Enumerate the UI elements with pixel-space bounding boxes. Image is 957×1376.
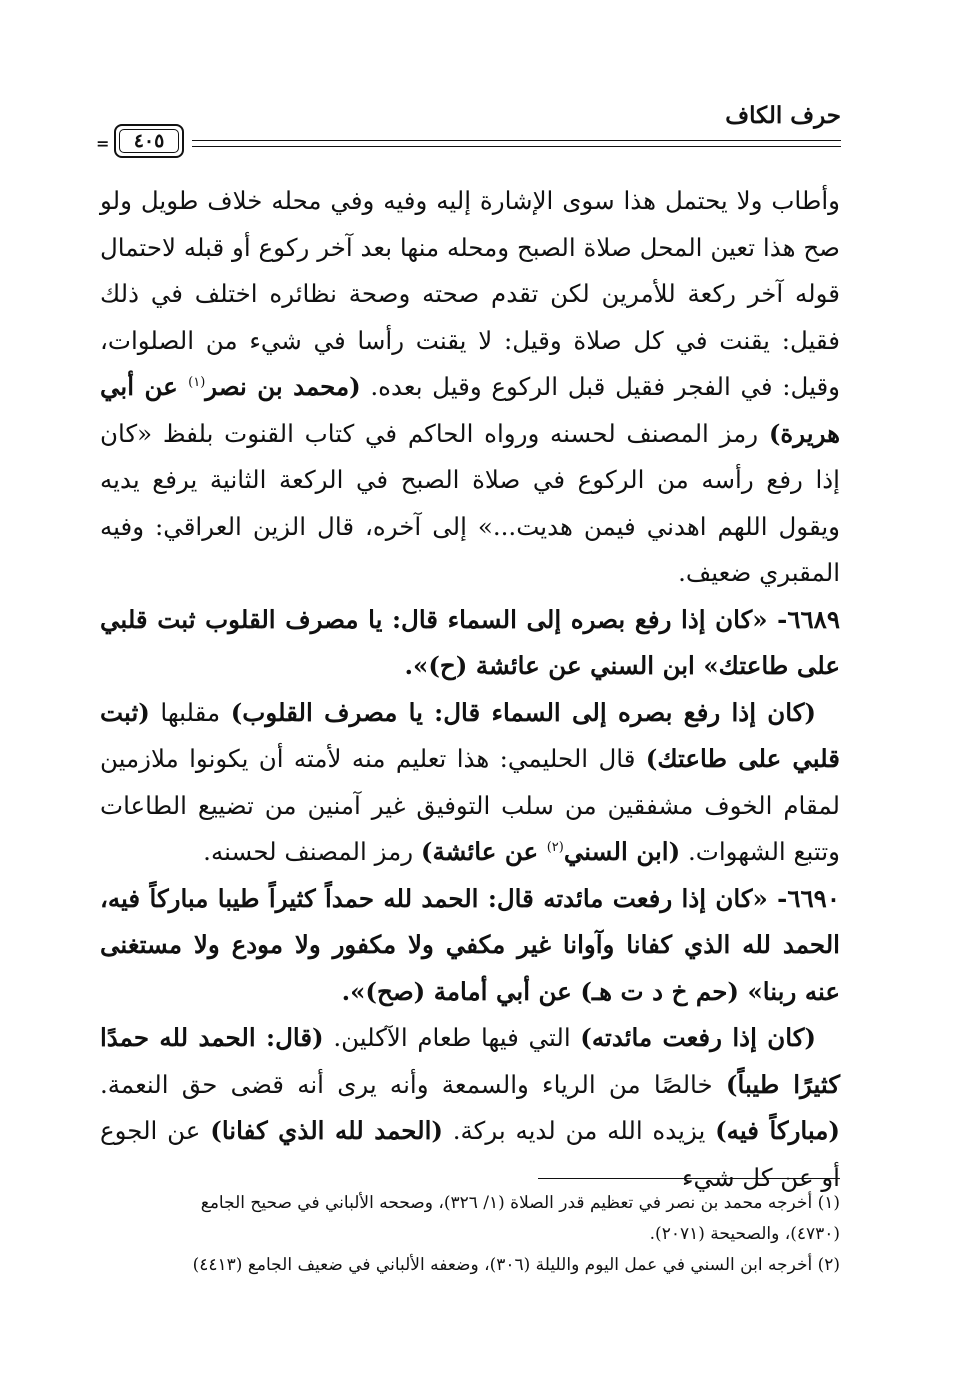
hadith-6689 (100, 597, 840, 690)
footnote-marker-1: (١) (188, 374, 206, 390)
footnote-separator (538, 1178, 840, 1179)
quote-bold: (قال: الحمد لله حمدًا كثيرًا طيباً) (100, 1023, 840, 1099)
paragraph-commentary-2 (100, 690, 840, 876)
quote-bold: (مباركاً فيه) (715, 1116, 840, 1145)
quote-bold: (الحمد لله الذي كفانا) (210, 1116, 443, 1145)
header-edge-mark: = (96, 134, 110, 153)
text-run: قال الحليمي: هذا تعليم منه لأمته أن يكونوا ملازمين لمقام الخوف مشفقين من سلب التوفيق غير آمنين من تضييع الطاعات وتتبع الشهوات. (100, 744, 840, 866)
text-run: رمز المصنف لحسنه ورواه الحاكم في كتاب القنوت بلفظ «كان إذا رفع رأسه من الركوع في صلاة الصبح في الركعة الثانية يرفع يديه ويقول اللهم اهدني فيمن هديت...» إلى آخره، قال الزين العراقي: وفيه المقبري ضعيف. (100, 418, 840, 587)
hadith-text: ٦٦٨٩- «كان إذا رفع بصره إلى السماء قال: يا مصرف القلوب ثبت قلبي على طاعتك» ابن السني عن عائشة (ح)». (100, 604, 840, 680)
text-run: التي فيها طعام الآكلين. (323, 1023, 581, 1052)
page-number: ٤٠٥ (133, 130, 165, 152)
text-run: يزيده الله من لديه بركة. (442, 1116, 716, 1145)
paragraph-commentary-1 (100, 178, 840, 597)
citation-bold: (محمد بن نصر (205, 372, 361, 401)
header-rule-top (192, 140, 841, 141)
footnotes (100, 1188, 840, 1281)
text-run: رمز المصنف لحسنه. (203, 837, 421, 866)
paragraph-commentary-3 (100, 1015, 840, 1201)
chapter-title: حرف الكاف (725, 102, 841, 129)
footnote-2 (100, 1250, 840, 1281)
quote-bold: (ثبت قلبي على طاعتك) (100, 697, 841, 773)
footnote-text: (٢) أخرجه ابن السني في عمل اليوم والليلة (٣٠٦)، وضعفه الألباني في ضعيف الجامع (٤٤١٣) (192, 1255, 840, 1275)
text-run: وأطاب ولا يحتمل هذا سوى الإشارة إليه وفيه وفي محله خلاف طويل ولو صح هذا تعين المحل صلاة الصبح ومحله منها بعد آخر ركوع أو قبله لاحتمال قوله آخر ركعة للأمرين لكن تقدم صحته وصحة نظائره اختلف في ذلك فقيل: يقنت في كل صلاة وقيل: لا يقنت رأسا في شيء من الصلوات، وقيل: في الفجر فقيل قبل الركوع وقيل بعده. (100, 186, 841, 401)
citation-bold: عن عائشة) (420, 837, 547, 866)
footnote-text: (١) أخرجه محمد بن نصر في تعظيم قدر الصلاة (١/ ٣٢٦)، وصححه الألباني في صحيح الجامع (200, 1193, 840, 1213)
hadith-text: ٦٦٩٠- «كان إذا رفعت مائدته قال: الحمد لله حمداً كثيراً طيبا مباركاً فيه، الحمد لله الذي كفانا وآوانا غير مكفي ولا مكفور ولا مودع ولا مستغنى عنه ربنا» (حم خ د ت هـ) عن أبي أمامة (صح)». (100, 883, 840, 1006)
main-text (100, 178, 840, 1201)
quote-bold: (كان إذا رفع بصره إلى السماء قال: يا مصرف القلوب) (230, 697, 817, 727)
page-header (96, 100, 841, 160)
citation-bold: عن أبي هريرة) (100, 372, 841, 448)
text-run: عن الجوع أو عن كل شيء (100, 1116, 840, 1192)
text-run: مقلبها (149, 697, 231, 727)
footnote-text: (٤٧٣٠)، والصحيحة (٢٠٧١). (649, 1224, 840, 1244)
citation-bold: (ابن السني (563, 837, 681, 866)
footnote-1 (100, 1188, 840, 1250)
quote-bold: (كان إذا رفعت مائدته) (580, 1023, 817, 1052)
footnote-marker-2: (٢) (546, 839, 564, 855)
header-rule-bottom (192, 146, 841, 147)
page-number-frame (114, 124, 184, 158)
text-run: خالصًا من الرياء والسمعة وأنه يرى أنه قضى حق النعمة. (100, 1069, 726, 1099)
hadith-6690 (100, 876, 840, 1016)
